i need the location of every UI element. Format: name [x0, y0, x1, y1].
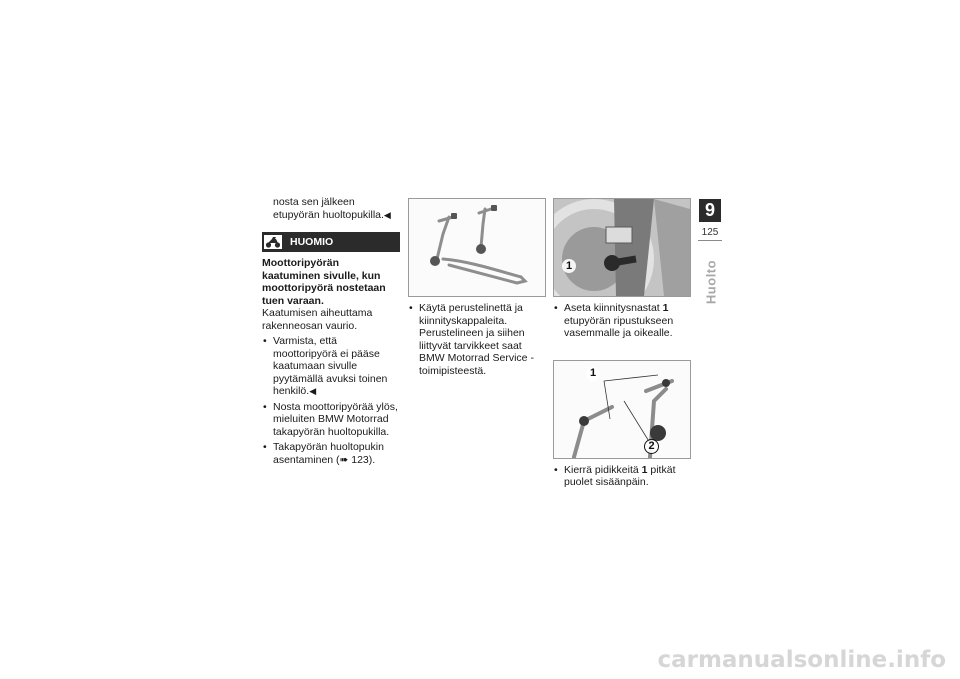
stand-handles-illustration: [554, 361, 690, 458]
text-column-1: [262, 196, 400, 466]
stand-figure: [408, 198, 546, 297]
notice-banner: [262, 232, 400, 252]
front-stand-illustration: [409, 199, 545, 296]
watermark: carmanualsonline.info: [657, 647, 946, 673]
page-number: 125: [701, 227, 719, 238]
list-item[interactable]: • Takapyörän huoltopukin asentaminen (➠ 123).: [262, 441, 400, 466]
end-triangle-icon: ◀: [383, 209, 391, 220]
figure-callout-1: 1: [586, 367, 600, 381]
list-item: • Kierrä pidikkeitä 1 pitkät puolet sisäänpäin.: [553, 464, 691, 489]
notice-label: HUOMIO: [290, 235, 334, 248]
list-item: • Nosta moottoripyörää ylös, mieluiten BMW Motorrad takapyörän huoltopukilla.: [262, 401, 400, 439]
list-item: • Aseta kiinnitysnastat 1 etupyörän ripustukseen vasemmalle ja oikealle.: [553, 302, 691, 340]
end-triangle-icon: ◀: [309, 386, 317, 396]
notice-heading: Moottoripyörän kaatuminen sivulle, kun moottoripyörä nostetaan tuen varaan.: [262, 257, 386, 307]
fork-pin-photo: [553, 198, 691, 297]
section-title: Huolto: [703, 259, 719, 305]
figure-callout-2: 2: [644, 439, 659, 454]
fork-pin-illustration: [554, 199, 690, 296]
chapter-number-tab: 9: [699, 199, 721, 222]
intro-paragraph: [262, 196, 400, 221]
text-column-2: [408, 198, 546, 377]
notice-body: Kaatumisen aiheuttama rakenneosan vaurio.: [262, 307, 373, 332]
page-divider: [698, 240, 722, 241]
figure-callout-1: 1: [562, 259, 576, 273]
list-item: • Käytä perustelinettä ja kiinnityskappaleita. Perustelineen ja siihen liittyvät tarvikkeet saat BMW Motorrad Service -toimipisteestä.: [408, 302, 546, 377]
stand-handles-figure: [553, 360, 691, 459]
motorcycle-warning-icon: [262, 232, 284, 252]
text-column-3: [553, 198, 691, 489]
list-item: • Varmista, että moottoripyörä ei pääse kaatumaan sivulle pyytämällä avuksi toinen henkilö.◀: [262, 335, 400, 398]
intro-text: nosta sen jälkeen etupyörän huoltopukilla.: [273, 196, 384, 221]
